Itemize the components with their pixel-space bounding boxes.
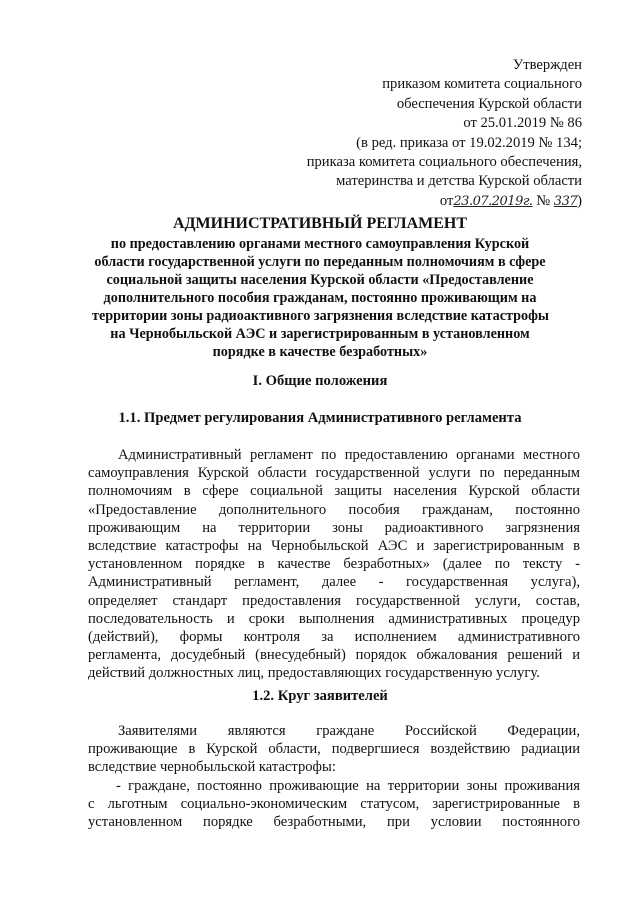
subtitle-line: по предоставлению органами местного самоуправления Курской [110,236,530,252]
paragraph-line: регламента, досудебный (внесудебный) порядок обжалования решений и [88,647,580,664]
subtitle-line: области государственной услуги по переданным полномочиям в сфере [94,254,546,270]
approval-line: приказом комитета социального [382,76,582,93]
approval-line: от 25.01.2019 № 86 [463,115,582,132]
approval-block [307,56,582,211]
section-heading-subject: 1.1. Предмет регулирования Административного регламента [118,410,522,426]
paragraph-line: определяет стандарт предоставления государственной услуги, состав, [88,592,580,609]
paragraph-line: установленном порядке в качестве безработных» (далее по тексту - [88,556,580,573]
subtitle-line: территории зоны радиоактивного загрязнения вследствие катастрофы [92,308,550,324]
document-title: АДМИНИСТРАТИВНЫЙ РЕГЛАМЕНТ [172,215,468,232]
approval-line: (в ред. приказа от 19.02.2019 № 134; [356,134,582,151]
document-subtitle [92,235,548,361]
approval-date-prefix: от [439,192,454,209]
paragraph-line: самоуправления Курской области государственной услуги по переданным [88,465,580,482]
paragraph-subject [88,446,580,683]
approval-line-handwritten [307,192,582,211]
approval-number-sign: № [536,192,551,209]
paragraph-line: проживающие в Курской области, подвергшиеся воздействию радиации [88,741,580,758]
subtitle-line: социальной защиты населения Курской области «Предоставление [106,272,534,288]
approval-line: обеспечения Курской области [396,95,582,112]
handwritten-number: 337 [553,193,578,209]
handwritten-date: 23.07.2019г. [453,193,533,209]
approval-line: приказа комитета социального обеспечения, [306,154,582,171]
approval-line: материнства и детства Курской области [336,173,582,190]
paragraph-line: последовательность и сроки выполнения административных процедур [88,610,580,627]
paragraph-line: Заявителями являются граждане Российской Федерации, [118,723,580,739]
section-heading-applicants: 1.2. Круг заявителей [252,688,388,704]
list-item-line: установленном порядке безработными, при условии постоянного [88,814,580,831]
subtitle-line: порядке в качестве безработных» [212,344,428,360]
paragraph-line: вследствие катастрофы на Чернобыльской АЭС и зарегистрированным в [88,538,580,555]
list-item-line: - граждане, постоянно проживающие на территории зоны проживания [116,778,580,794]
paragraph-line: полномочиям в сфере социальной защиты населения Курской области [88,483,580,500]
paragraph-line: Административный регламент, далее - государственная услуга), [88,574,580,591]
paragraph-line: (действий), формы контроля за исполнением административного [88,629,580,646]
approval-closing-paren: ) [577,192,582,209]
paragraph-line: Административный регламент по предоставлению органами местного [118,447,580,463]
paragraph-applicants [88,722,580,777]
paragraph-applicants-list [88,777,580,832]
list-item-line: с льготным социально-экономическим статусом, зарегистрированные в [88,796,580,813]
approval-line: Утвержден [512,57,582,73]
subtitle-line: дополнительного пособия гражданам, постоянно проживающим на [103,290,537,306]
paragraph-line: проживающим на территории зоны радиоактивного загрязнения [88,519,580,536]
subtitle-line: на Чернобыльской АЭС и зарегистрированным в установленном [110,326,530,342]
paragraph-line: «Предоставление дополнительного пособия гражданам, постоянно [88,501,580,518]
section-heading-general: I. Общие положения [252,373,388,389]
paragraph-line: действий должностных лиц, предоставляющих государственную услугу. [88,665,540,682]
paragraph-line: вследствие чернобыльской катастрофы: [88,759,336,776]
